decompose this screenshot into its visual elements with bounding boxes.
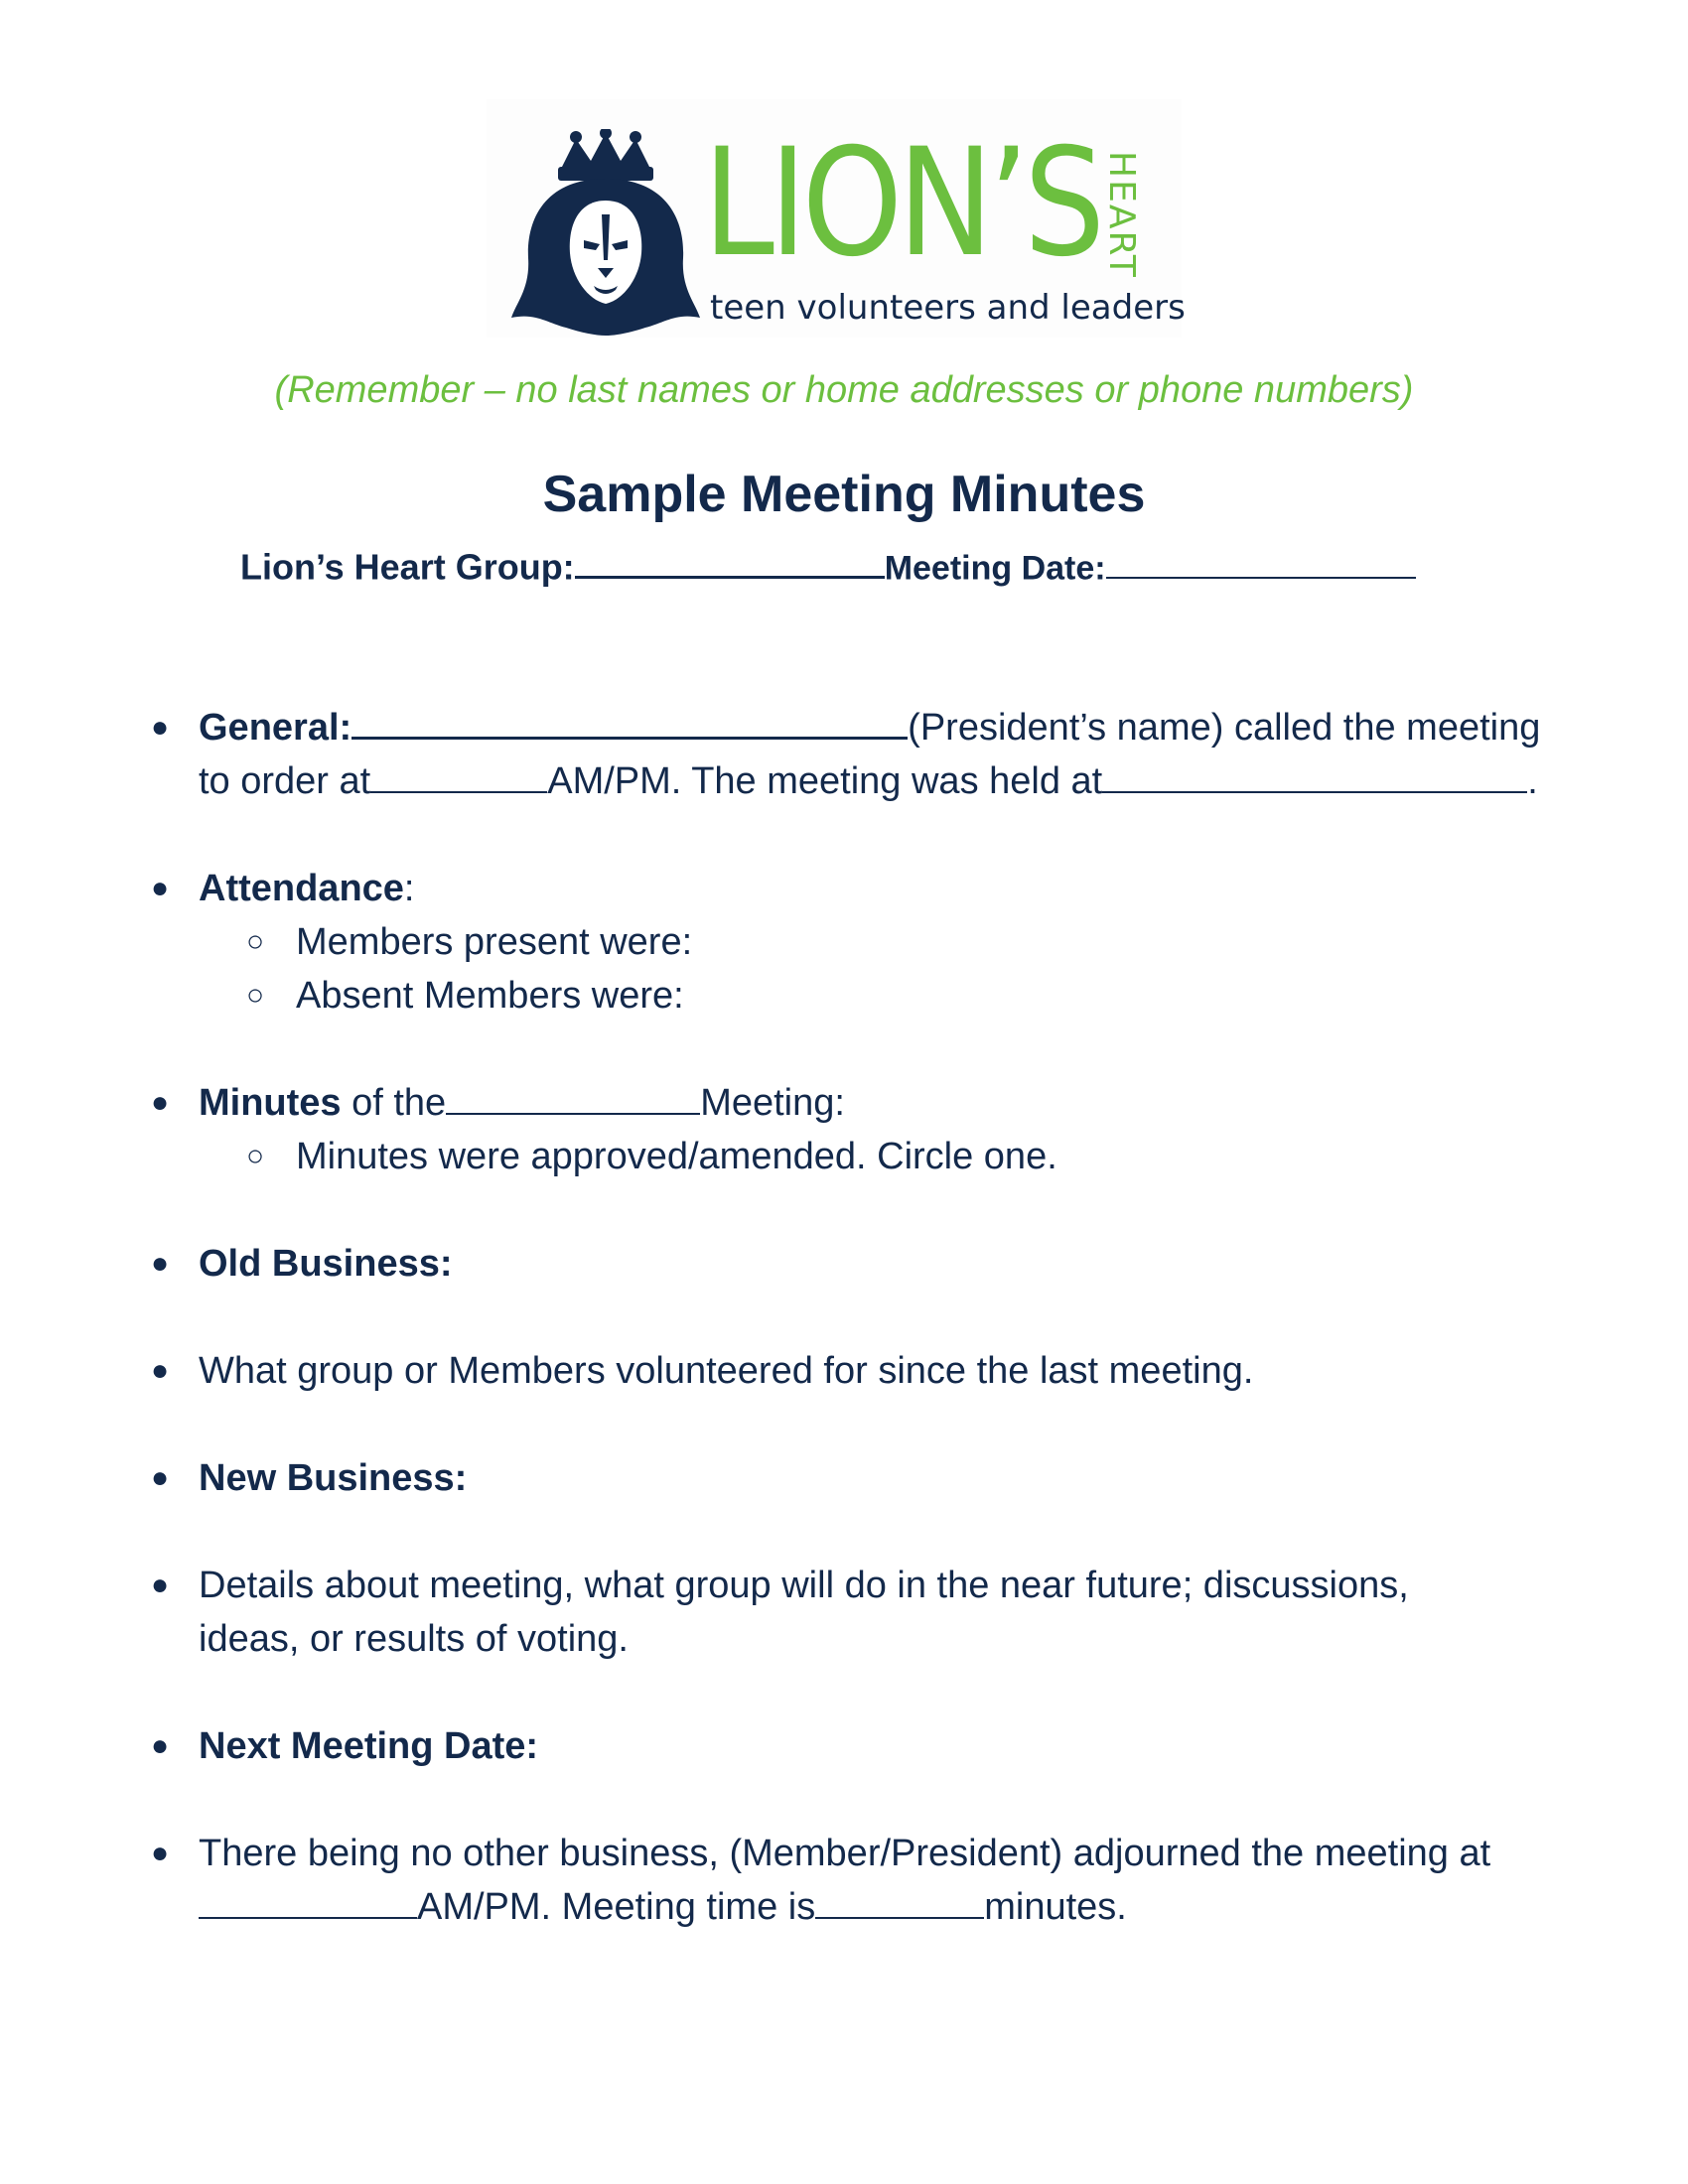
bullet: ● bbox=[151, 1837, 170, 1869]
absent-members-text: Absent Members were: bbox=[296, 975, 684, 1017]
adjourn-time-blank[interactable] bbox=[199, 1883, 417, 1919]
bullet: ● bbox=[151, 1247, 170, 1280]
volunteered-text: What group or Members volunteered for since the last meeting. bbox=[199, 1350, 1254, 1392]
logo-tagline: teen volunteers and leaders bbox=[710, 288, 1186, 328]
bullet: ● bbox=[151, 711, 170, 744]
old-business-label: Old Business: bbox=[199, 1243, 453, 1285]
president-name-blank[interactable] bbox=[352, 703, 908, 740]
bullet: ● bbox=[151, 1086, 170, 1119]
members-present-text: Members present were: bbox=[296, 921, 693, 963]
held-at-text: AM/PM. The meeting was held at bbox=[547, 760, 1103, 802]
adjourn-line-1: There being no other business, (Member/President) adjourned the meeting at bbox=[199, 1833, 1491, 1874]
group-name-blank[interactable] bbox=[575, 544, 885, 579]
group-label: Lion’s Heart Group: bbox=[240, 546, 575, 588]
sub-bullet: ○ bbox=[246, 925, 265, 958]
attendance-label: Attendance bbox=[199, 868, 404, 909]
group-date-line bbox=[240, 544, 1416, 588]
logo-heart-text: HEART bbox=[1101, 151, 1142, 279]
previous-meeting-blank[interactable] bbox=[446, 1079, 700, 1115]
meeting-date-blank[interactable] bbox=[1106, 545, 1416, 579]
next-meeting-label: Next Meeting Date: bbox=[199, 1725, 539, 1767]
details-line-2: ideas, or results of voting. bbox=[199, 1618, 629, 1660]
new-business-label: New Business: bbox=[199, 1457, 468, 1499]
general-text: (President’s name) called the meeting bbox=[908, 707, 1541, 749]
minutes-text: minutes. bbox=[984, 1886, 1127, 1928]
of-the-text: of the bbox=[341, 1082, 447, 1124]
meeting-text: Meeting: bbox=[700, 1082, 845, 1124]
period: . bbox=[1527, 760, 1538, 802]
minutes-label: Minutes bbox=[199, 1082, 342, 1124]
meeting-date-label: Meeting Date: bbox=[884, 549, 1106, 588]
bullet: ● bbox=[151, 1729, 170, 1762]
attendance-colon: : bbox=[403, 868, 415, 909]
lion-crest-icon bbox=[506, 129, 705, 338]
bullet: ● bbox=[151, 1569, 170, 1601]
meeting-time-text: AM/PM. Meeting time is bbox=[417, 1886, 816, 1928]
privacy-reminder: (Remember – no last names or home addresses or phone numbers) bbox=[274, 369, 1414, 411]
bullet: ● bbox=[151, 1461, 170, 1494]
general-label: General: bbox=[199, 707, 352, 749]
minutes-approved-text: Minutes were approved/amended. Circle one. bbox=[296, 1136, 1057, 1177]
lions-heart-logo bbox=[487, 99, 1186, 338]
details-line-1: Details about meeting, what group will do in the near future; discussions, bbox=[199, 1565, 1409, 1606]
sub-bullet: ○ bbox=[246, 1140, 265, 1172]
order-at-text: to order at bbox=[199, 760, 371, 802]
logo-wordmark: LION’S bbox=[703, 117, 1100, 290]
page-title: Sample Meeting Minutes bbox=[542, 466, 1146, 523]
meeting-length-blank[interactable] bbox=[815, 1883, 984, 1919]
bullet: ● bbox=[151, 872, 170, 904]
location-blank[interactable] bbox=[1102, 757, 1527, 793]
start-time-blank[interactable] bbox=[370, 757, 547, 793]
sub-bullet: ○ bbox=[246, 979, 265, 1012]
bullet: ● bbox=[151, 1354, 170, 1387]
